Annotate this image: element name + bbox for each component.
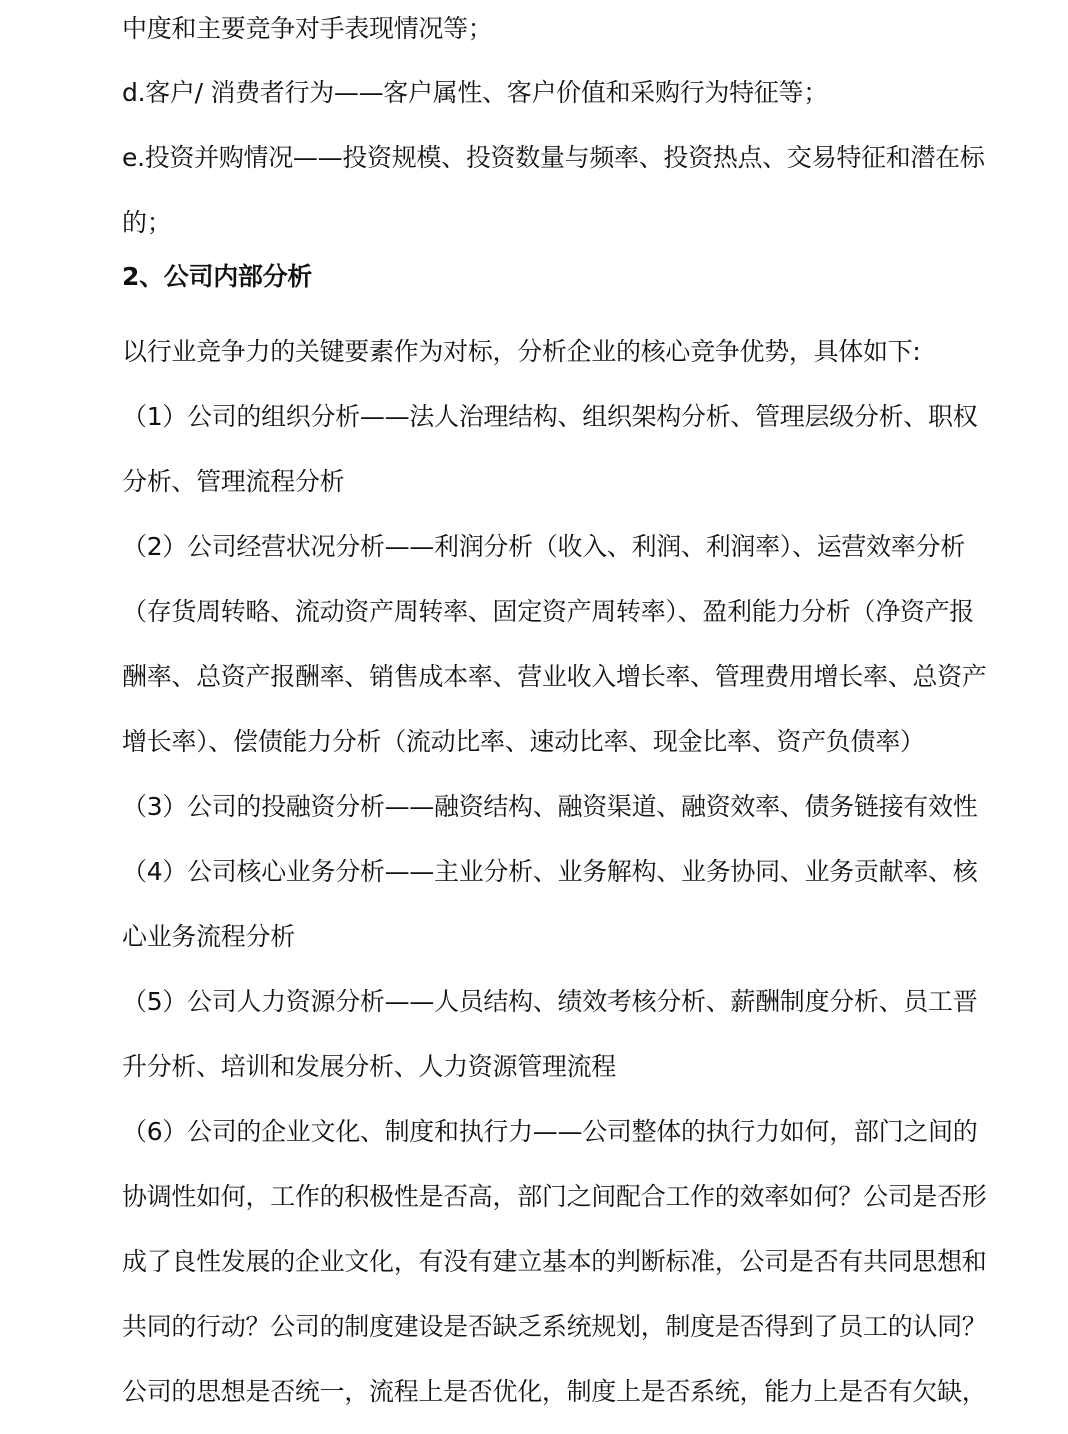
text-line: 公司的思想是否统一，流程上是否优化，制度上是否系统，能力上是否有欠缺， (122, 1377, 987, 1406)
text-line: （2）公司经营状况分析——利润分析（收入、利润、利润率）、运营效率分析 (122, 532, 965, 561)
text-line: （6）公司的企业文化、制度和执行力——公司整体的执行力如何，部门之间的 (122, 1117, 978, 1146)
text-line: （4）公司核心业务分析——主业分析、业务解构、业务协同、业务贡献率、核 (122, 857, 978, 886)
text-line: 增长率）、偿债能力分析（流动比率、速动比率、现金比率、资产负债率） (122, 727, 925, 756)
text-line: 成了良性发展的企业文化，有没有建立基本的判断标准，公司是否有共同思想和 (122, 1247, 987, 1276)
text-line: 的； (122, 208, 172, 237)
text-line: d.客户/ 消费者行为——客户属性、客户价值和采购行为特征等； (122, 78, 828, 107)
text-line: 分析、管理流程分析 (122, 467, 345, 496)
text-line: e.投资并购情况——投资规模、投资数量与频率、投资热点、交易特征和潜在标 (122, 143, 985, 172)
text-line: 酬率、总资产报酬率、销售成本率、营业收入增长率、管理费用增长率、总资产 (122, 662, 987, 691)
text-line: 协调性如何，工作的积极性是否高，部门之间配合工作的效率如何？公司是否形 (122, 1182, 987, 1211)
text-line: 共同的行动？公司的制度建设是否缺乏系统规划，制度是否得到了员工的认同？ (122, 1312, 987, 1341)
text-line: 以行业竞争力的关键要素作为对标，分析企业的核心竞争优势，具体如下: (122, 337, 921, 366)
text-line: （5）公司人力资源分析——人员结构、绩效考核分析、薪酬制度分析、员工晋 (122, 987, 978, 1016)
text-line: 中度和主要竞争对手表现情况等； (122, 14, 493, 43)
text-line: 心业务流程分析 (122, 922, 295, 951)
text-line: （存货周转略、流动资产周转率、固定资产周转率）、盈利能力分析（净资产报 (122, 597, 975, 626)
section-heading: 2、公司内部分析 (122, 262, 312, 291)
text-line: 升分析、培训和发展分析、人力资源管理流程 (122, 1052, 617, 1081)
text-line: （1）公司的组织分析——法人治理结构、组织架构分析、管理层级分析、职权 (122, 402, 978, 431)
text-line: （3）公司的投融资分析——融资结构、融资渠道、融资效率、债务链接有效性 (122, 792, 978, 821)
